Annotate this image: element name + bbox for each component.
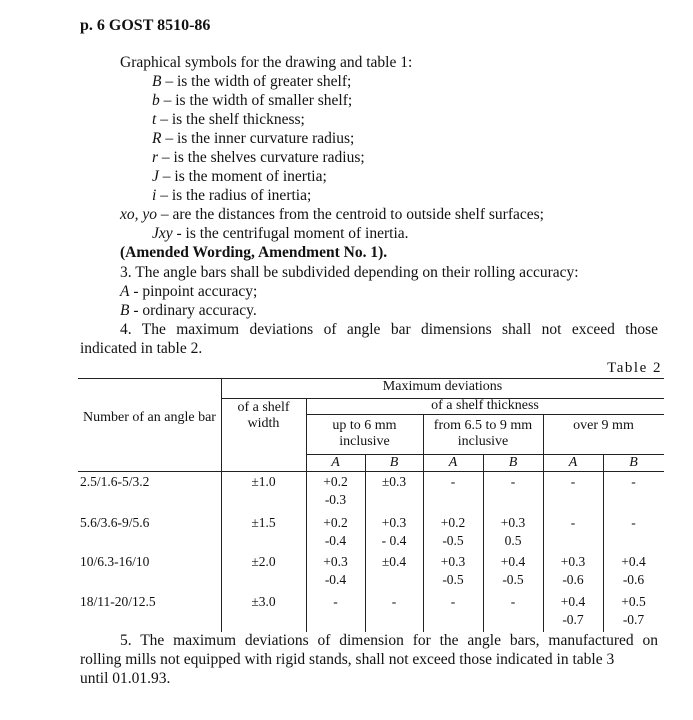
row-thickness-deviation: - (510, 594, 516, 609)
row-thickness-deviation: 0.5 (504, 533, 522, 548)
symbol-desc: – is the width of greater shelf; (161, 73, 352, 90)
clause-4-line-1: 4. The maximum deviations of angle bar dimensions shall not exceed those (120, 321, 658, 338)
symbol-line-i (152, 187, 311, 205)
row-thickness-deviation: +0.3 (440, 554, 466, 569)
row-thickness-deviation: - (333, 594, 338, 609)
symbol: b (152, 92, 160, 109)
row-thickness-deviation: -0.5 (442, 572, 464, 587)
sub-B-2: B (508, 455, 518, 470)
symbol: i (152, 187, 157, 204)
row-thickness-deviation: +0.2 (323, 474, 348, 489)
accuracy-A (120, 283, 257, 301)
page-header: p. 6 GOST 8510-86 (80, 17, 211, 34)
symbol-desc: - pinpoint accuracy; (129, 283, 258, 300)
row-thickness-deviation: +0.4 (500, 554, 526, 569)
row-thickness-deviation: +0.3 (323, 554, 348, 569)
header-from65-1: from 6.5 to 9 mm (433, 418, 533, 433)
symbol-desc: - is the centrifugal moment of inertia. (172, 225, 409, 242)
symbol: R (152, 130, 162, 147)
accuracy-B (120, 302, 257, 320)
header-upto6-1: up to 6 mm (332, 418, 397, 433)
sub-B-3: B (629, 455, 638, 470)
row-thickness-deviation: -0.4 (324, 533, 347, 548)
row-thickness-deviation: -0.3 (324, 492, 347, 507)
symbol-line-B (152, 73, 351, 91)
row-thickness-deviation: -0.7 (562, 612, 584, 627)
row-thickness-deviation: +0.4 (621, 554, 646, 569)
row-width-deviation: ±2.0 (251, 554, 276, 569)
rule-below-header (78, 471, 664, 472)
sub-A-3: A (568, 455, 578, 470)
row-thickness-deviation: -0.6 (622, 572, 645, 587)
deviations-table (78, 378, 664, 632)
sub-A-1: A (331, 455, 340, 470)
symbol-line-xo-yo (120, 206, 544, 224)
row-number: 18/11-20/12.5 (80, 594, 156, 609)
row-thickness-deviation: - (450, 594, 456, 609)
symbol: A (120, 283, 130, 300)
header-over9: over 9 mm (573, 418, 634, 433)
symbol-line-r (152, 149, 365, 167)
row-thickness-deviation: - (631, 474, 636, 489)
row-thickness-deviation: -0.4 (324, 572, 347, 587)
rule-below-thickness (306, 414, 664, 415)
clause-5-line-3: until 01.01.93. (80, 670, 171, 687)
symbol-desc: – is the shelves curvature radius; (158, 149, 365, 166)
header-max-deviations: Maximum deviations (382, 379, 503, 394)
symbol-line-b (152, 92, 352, 110)
row-thickness-deviation: +0.4 (560, 594, 586, 609)
amendment-note: (Amended Wording, Amendment No. 1). (120, 244, 388, 261)
header-width-1: of a shelf (237, 400, 290, 415)
table-caption: Table 2 (607, 360, 662, 376)
row-thickness-deviation: -0.5 (502, 572, 524, 587)
row-thickness-deviation: +0.2 (440, 515, 466, 530)
clause-5-line-1: 5. The maximum deviations of dimension for the angle bars, manufactured on (120, 632, 658, 649)
clause-5-line-2: rolling mills not equipped with rigid stands, shall not exceed those indicated in table 3 (80, 651, 615, 668)
row-thickness-deviation: +0.3 (560, 554, 586, 569)
row-thickness-deviation: - (510, 474, 516, 489)
row-number: 5.6/3.6-9/5.6 (80, 515, 150, 530)
row-thickness-deviation: - (450, 474, 456, 489)
row-thickness-deviation: - (570, 515, 576, 530)
row-thickness-deviation: - 0.4 (381, 533, 407, 548)
row-thickness-deviation: -0.6 (562, 572, 584, 587)
row-width-deviation: ±3.0 (251, 594, 276, 609)
symbol-desc: - ordinary accuracy. (129, 302, 257, 319)
symbol-desc: – is the radius of inertia; (156, 187, 312, 204)
clause-3: 3. The angle bars shall be subdivided depending on their rolling accuracy: (120, 264, 579, 281)
symbol-line-jxy (152, 225, 409, 243)
header-number: Number of an angle bar (83, 410, 216, 425)
header-upto6-2: inclusive (339, 434, 390, 449)
row-thickness-deviation: +0.2 (323, 515, 348, 530)
row-thickness-deviation: -0.7 (622, 612, 645, 627)
symbol-line-J (152, 168, 327, 186)
row-thickness-deviation: - (570, 474, 576, 489)
symbol-desc: – is the width of smaller shelf; (159, 92, 353, 109)
row-thickness-deviation: - (391, 594, 397, 609)
header-thickness: of a shelf thickness (431, 398, 539, 413)
row-thickness-deviation: +0.3 (500, 515, 526, 530)
symbol-line-t (152, 111, 305, 129)
symbol-desc: – is the moment of inertia; (158, 168, 327, 185)
symbol: B (152, 73, 162, 90)
header-from65-2: inclusive (457, 434, 509, 449)
symbol: B (120, 302, 130, 319)
symbol: xo, yo (120, 206, 158, 223)
row-thickness-deviation: ±0.4 (381, 554, 407, 569)
symbol: Jxy (152, 225, 173, 242)
row-thickness-deviation: +0.3 (381, 515, 407, 530)
row-thickness-deviation: -0.5 (442, 533, 464, 548)
symbol-desc: – are the distances from the centroid to outside shelf surfaces; (157, 206, 544, 223)
symbols-intro: Graphical symbols for the drawing and table 1: (120, 54, 413, 71)
clause-4-line-2: indicated in table 2. (80, 340, 203, 357)
symbol-desc: – is the shelf thickness; (156, 111, 305, 128)
symbol-line-R (152, 130, 354, 148)
symbol: t (152, 111, 157, 128)
row-thickness-deviation: - (631, 515, 636, 530)
row-number: 2.5/1.6-5/3.2 (80, 474, 150, 489)
row-thickness-deviation: +0.5 (621, 594, 646, 609)
header-width-2: width (247, 416, 280, 431)
row-thickness-deviation: ±0.3 (381, 474, 407, 489)
symbol-desc: – is the inner curvature radius; (161, 130, 355, 147)
sub-A-2: A (448, 455, 458, 470)
row-width-deviation: ±1.5 (251, 515, 276, 530)
row-number: 10/6.3-16/10 (80, 554, 150, 569)
symbol: r (152, 149, 159, 166)
symbol: J (152, 168, 159, 185)
row-width-deviation: ±1.0 (251, 474, 276, 489)
sub-B-1: B (389, 455, 399, 470)
